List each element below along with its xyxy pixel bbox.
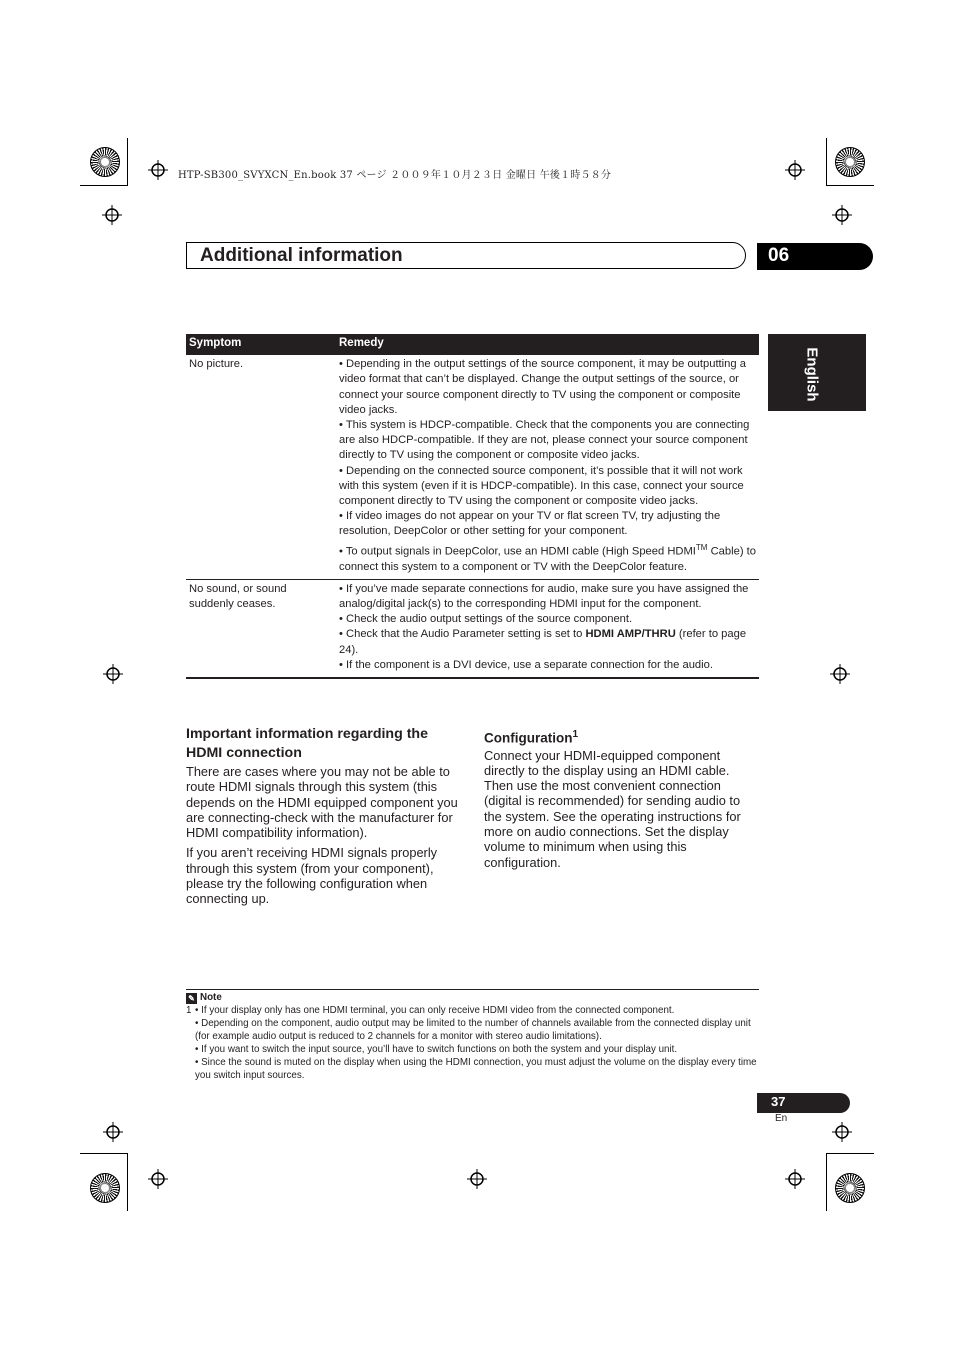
- troubleshooting-table: [186, 334, 759, 679]
- note-number: 1: [186, 1005, 192, 1016]
- registration-wheel-icon: [835, 147, 865, 177]
- chapter-number: 06: [768, 245, 790, 266]
- table-header-row: [186, 334, 759, 355]
- remedy-item: • Check the audio output settings of the source component.: [339, 613, 633, 626]
- remedy-item: [339, 540, 756, 575]
- remedy-item: • Depending in the output settings of the source component, it may be outputting a video format that can’t be displayed. Change the output settings of the source, or connect your source component directly to TV using the component or composite video jacks.: [339, 358, 746, 416]
- footnote-ref: 1: [572, 729, 579, 740]
- note-label-line: [186, 991, 759, 1004]
- crosshair-icon: [785, 160, 805, 180]
- section-title: Additional information: [200, 245, 403, 266]
- remedy-cell: [336, 579, 759, 678]
- configuration-paragraph: Connect your HDMI-equipped component directly to the display using an HDMI cable. Then use the most convenient connection (digital is recommended) for sending audio to the system. See the operating instructions for more on audio connections. Set the display volume to minimum when using this configuration.: [484, 747, 741, 870]
- crosshair-icon: [832, 205, 852, 225]
- note-item: • Since the sound is muted on the display when using the HDMI connection, you must adjust the volume on the display every time you switch input sources.: [195, 1057, 757, 1081]
- hdmi-info-paragraph: There are cases where you may not be able to route HDMI signals through this system (this depends on the HDMI equipped component you are connecting-check with the manufacturer for HDMI compatibility information).: [186, 764, 458, 841]
- note-list: [186, 1004, 759, 1082]
- crosshair-icon: [103, 1122, 123, 1142]
- crosshair-icon: [467, 1169, 487, 1189]
- remedy-text: (refer to page 24).: [339, 628, 747, 656]
- remedy-item: • If you’ve made separate connections for audio, make sure you have assigned the analog/digital jack(s) to the corresponding HDMI input for the component.: [339, 582, 749, 610]
- remedy-item: [339, 627, 756, 657]
- registration-wheel-icon: [90, 1173, 120, 1203]
- language-tab-label: English: [803, 347, 821, 402]
- note-item: • If your display only has one HDMI terminal, you can only receive HDMI video from the connected component.: [195, 1005, 675, 1016]
- symptom-cell: No picture.: [186, 355, 336, 579]
- registration-wheel-icon: [90, 147, 120, 177]
- remedy-header: Remedy: [336, 334, 759, 355]
- hdmi-info-heading: Important information regarding the HDMI connection: [186, 726, 428, 761]
- symptom-header: Symptom: [186, 334, 336, 355]
- setting-name: HDMI AMP/THRU: [585, 628, 676, 641]
- crosshair-icon: [148, 1169, 168, 1189]
- note-item: • Depending on the component, audio output may be limited to the number of channels available from the connected display unit (for example audio output is reduced to 2 channels for a monitor with stereo audio limitations).: [195, 1018, 751, 1042]
- note-label: Note: [200, 992, 222, 1003]
- configuration-heading: [484, 725, 759, 748]
- crosshair-icon: [832, 1122, 852, 1142]
- notes-section: [186, 989, 759, 1082]
- right-column: [484, 725, 759, 870]
- remedy-item: • Depending on the connected source component, it’s possible that it will not work with this system (even if it is HDCP-compatible). In this case, connect your source component directly to TV using the component or composite video jacks.: [339, 464, 744, 508]
- crosshair-icon: [148, 160, 168, 180]
- remedy-cell: [336, 355, 759, 579]
- left-column: [186, 725, 462, 907]
- table-row: [186, 355, 759, 579]
- crosshair-icon: [785, 1169, 805, 1189]
- crosshair-icon: [830, 664, 850, 684]
- note-pencil-icon: ✎: [186, 993, 197, 1004]
- configuration-heading-text: Configuration: [484, 730, 573, 746]
- crosshair-icon: [103, 664, 123, 684]
- remedy-item: • If video images do not appear on your TV or flat screen TV, try adjusting the resolution, DeepColor or other setting for your component.: [339, 510, 721, 538]
- print-header: HTP-SB300_SVYXCN_En.book 37 ページ ２００９年１０月２３日 金曜日 午後１時５８分: [178, 170, 612, 181]
- hdmi-info-paragraph: If you aren’t receiving HDMI signals properly through this system (from your component), please try the following configuration when connecting up.: [186, 845, 438, 907]
- remedy-item: • If the component is a DVI device, use a separate connection for the audio.: [339, 658, 713, 671]
- registration-wheel-icon: [835, 1173, 865, 1203]
- remedy-text: Cable) to connect this system to a component or TV with the DeepColor feature.: [339, 545, 756, 573]
- crosshair-icon: [102, 205, 122, 225]
- language-tab: [768, 334, 866, 411]
- remedy-text: • Check that the Audio Parameter setting is set to: [339, 628, 586, 641]
- page-number: 37: [771, 1094, 786, 1109]
- note-item: • If you want to switch the input source, you’ll have to switch functions on both the system and your display unit.: [195, 1044, 678, 1055]
- remedy-item: • This system is HDCP-compatible. Check that the components you are connecting are also HDCP-compatible. If they are not, please connect your source component directly to TV using the component or composite video jacks.: [339, 419, 750, 462]
- table-row: [186, 579, 759, 678]
- trademark-sup: TM: [695, 542, 708, 552]
- page-language: En: [775, 1113, 788, 1124]
- remedy-text: • To output signals in DeepColor, use an HDMI cable (High Speed HDMI: [339, 545, 696, 558]
- symptom-cell: No sound, or sound suddenly ceases.: [186, 579, 336, 678]
